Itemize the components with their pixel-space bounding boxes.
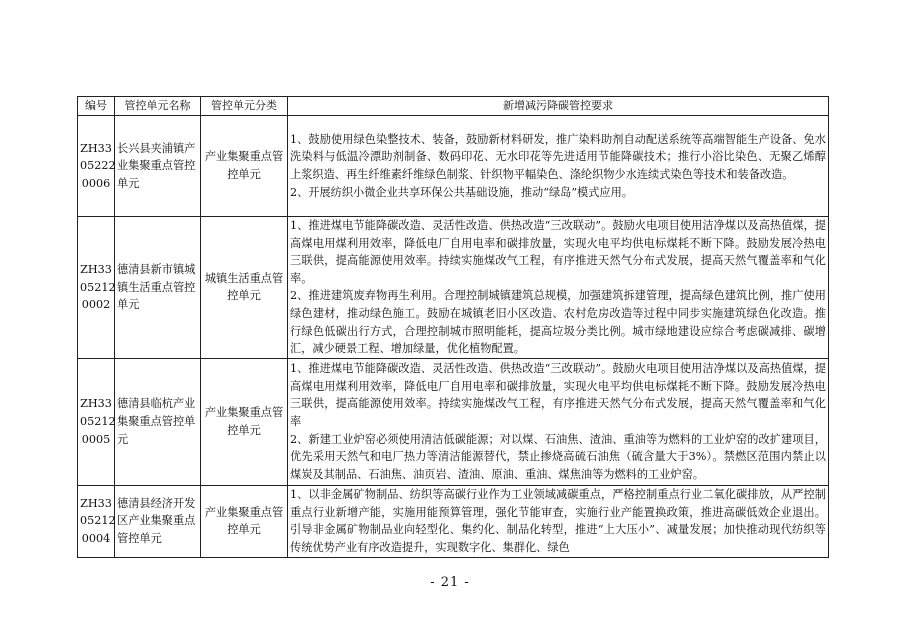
unit-name: 德清县临杭产业集聚重点管控单元 [115, 358, 201, 485]
unit-code: ZH33 05212 0002 [78, 217, 115, 359]
unit-category: 产业集聚重点管控单元 [201, 116, 288, 217]
unit-code: ZH33 05212 0004 [78, 485, 115, 557]
unit-requirements [288, 358, 829, 485]
unit-category: 产业集聚重点管控单元 [201, 485, 288, 557]
table-row [78, 217, 829, 359]
header-unit-name: 管控单元名称 [115, 97, 201, 116]
unit-requirements [288, 217, 829, 359]
requirement-item: 2、新建工业炉窑必须使用清洁低碳能源；对以煤、石油焦、渣油、重油等为燃料的工业炉窑的改扩建项目，优先采用天然气和电厂热力等清洁能源替代，禁止掺烧高硫石油焦（硫含量大于3%）。禁燃区范围内禁止以煤炭及其制品、石油焦、油页岩、渣油、原油、重油、煤焦油等为燃料的工业炉窑。 [290, 432, 826, 481]
table-row [78, 116, 829, 217]
page-number: - 21 - [430, 575, 470, 590]
unit-name: 德清县新市镇城镇生活重点管控单元 [115, 217, 201, 359]
table-row [78, 358, 829, 485]
unit-name: 长兴县夹浦镇产业集聚重点管控单元 [115, 116, 201, 217]
requirement-item: 2、推进建筑废弃物再生利用。合理控制城镇建筑总规模，加强建筑拆建管理，提高绿色建筑比例，推广使用绿色建材，推动绿色施工。鼓励在城镇老旧小区改造、农村危房改造等过程中同步实施建筑绿色化改造。推行绿色低碳出行方式，合理控制城市照明能耗，提高垃圾分类比例。城市绿地建设应综合考虑碳减排、碳增汇，减少硬景工程、增加绿量，优化植物配置。 [290, 289, 826, 356]
table-row [78, 485, 829, 557]
requirement-item: 1、鼓励使用绿色染整技术、装备，鼓励新材料研发，推广染料助剂自动配送系统等高端智能生产设备、免水洗染料与低温冷漂助剂制备、数码印花、无水印花等先进适用节能降碳技术；推行小浴比染色、无聚乙烯醇上浆织造、再生纤维素纤维绿色制浆、针织物平幅染色、涤纶织物少水连续式染色等技术和装备改造。 [290, 132, 826, 181]
unit-category: 城镇生活重点管控单元 [201, 217, 288, 359]
table-header-row [78, 97, 829, 116]
unit-code: ZH33 05212 0005 [78, 358, 115, 485]
requirement-item: 1、以非金属矿物制品、纺织等高碳行业作为工业领域减碳重点，严格控制重点行业二氧化碳排放，从严控制重点行业新增产能，实施用能预算管理，强化节能审查，实施行业产能置换政策，推进高碳低效企业退出。引导非金属矿物制品业向轻型化、集约化、制品化转型，推进“上大压小”、减量发展；加快推动现代纺织等传统优势产业有序改造提升，实现数字化、集群化、绿色 [290, 488, 826, 554]
header-unit-category: 管控单元分类 [201, 97, 288, 116]
unit-code: ZH33 05222 0006 [78, 116, 115, 217]
requirements-table [77, 96, 829, 558]
unit-requirements [288, 116, 829, 217]
header-requirements: 新增减污降碳管控要求 [288, 97, 829, 116]
header-code: 编号 [78, 97, 115, 116]
unit-name: 德清县经济开发区产业集聚重点管控单元 [115, 485, 201, 557]
requirement-item: 1、推进煤电节能降碳改造、灵活性改造、供热改造“三改联动”。鼓励火电项目使用洁净煤以及高热值煤，提高煤电用煤利用效率，降低电厂自用电率和碳排放量，实现火电平均供电标煤耗不断下降。鼓励发展冷热电三联供，提高能源使用效率。持续实施煤改气工程，有序推进天然气分布式发展，提高天然气覆盖率和气化率 [290, 362, 826, 428]
requirement-item: 1、推进煤电节能降碳改造、灵活性改造、供热改造“三改联动”。鼓励火电项目使用洁净煤以及高热值煤，提高煤电用煤利用效率，降低电厂自用电率和碳排放量，实现火电平均供电标煤耗不断下降。鼓励发展冷热电三联供，提高能源使用效率。持续实施煤改气工程，有序推进天然气分布式发展，提高天然气覆盖率和气化率。 [290, 219, 826, 285]
unit-requirements [288, 485, 829, 557]
unit-category: 产业集聚重点管控单元 [201, 358, 288, 485]
requirement-item: 2、开展纺织小微企业共享环保公共基础设施，推动“绿岛”模式应用。 [290, 185, 633, 199]
